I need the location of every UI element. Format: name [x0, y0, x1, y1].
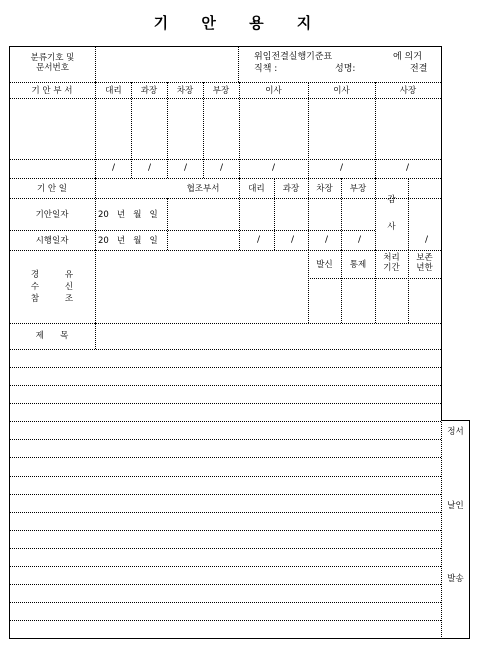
coop-role-gwajang: 과장 — [282, 184, 300, 194]
routing-label-1a: 경 — [30, 270, 40, 280]
role-isa-1: 이사 — [265, 86, 282, 96]
drafter-dept-label: 기 안 부 서 — [31, 86, 73, 96]
process-period-label: 처리 기간 — [383, 253, 400, 273]
audit-label-1: 감 — [387, 195, 396, 205]
sender-label: 발신 — [316, 260, 333, 270]
role-bujang: 부장 — [212, 86, 230, 96]
document-title: 기 안 용 지 — [153, 14, 326, 32]
exec-day-label: 시행일자 — [35, 236, 69, 246]
slash: / — [112, 163, 116, 173]
delegation-text: 위임전결실행기준표 — [254, 52, 333, 62]
role-gwajang: 과장 — [140, 86, 158, 96]
slash: / — [148, 163, 152, 173]
delegation-text-b: 에 의거 — [393, 52, 422, 62]
side-label-seal: 날인 — [447, 501, 464, 511]
routing-label-2b: 신 — [64, 282, 74, 292]
coop-role-bujang: 부장 — [349, 184, 367, 194]
role-sajang: 사장 — [399, 86, 417, 96]
slash: / — [406, 163, 410, 173]
coop-role-chajang: 차장 — [316, 184, 333, 194]
slash: / — [184, 163, 188, 173]
doc-class-label: 분류기호 및 문서번호 — [30, 53, 75, 73]
routing-label-2c: 조 — [64, 294, 74, 304]
slash: / — [340, 163, 344, 173]
draft-day-value[interactable]: 20 년 월 일 — [98, 210, 158, 220]
position-label: 직책 : — [254, 64, 278, 74]
name-label: 성명: — [335, 64, 356, 74]
draft-day-label: 기안일자 — [35, 210, 69, 220]
slash: / — [272, 163, 276, 173]
routing-label-1c: 참 — [30, 294, 40, 304]
role-chajang: 차장 — [176, 86, 194, 96]
retention-label: 보존 년한 — [416, 253, 433, 273]
final-approval-label: 전결 — [410, 64, 428, 74]
slash: / — [325, 235, 329, 245]
side-label-fair-copy: 정서 — [447, 427, 464, 437]
audit-label-2: 사 — [387, 222, 396, 232]
slash: / — [291, 235, 295, 245]
coop-dept-label: 협조부서 — [186, 184, 220, 194]
routing-label-2a: 유 — [64, 270, 74, 280]
role-daeri: 대리 — [105, 86, 122, 96]
side-label-dispatch: 발송 — [447, 574, 464, 584]
coop-role-daeri: 대리 — [248, 184, 265, 194]
role-isa-2: 이사 — [333, 86, 350, 96]
subject-label: 제 목 — [35, 331, 69, 341]
exec-day-value[interactable]: 20 년 월 일 — [98, 236, 158, 246]
routing-label-1b: 수 — [30, 282, 40, 292]
slash: / — [257, 235, 261, 245]
control-label: 통제 — [349, 260, 367, 270]
form-frame — [9, 46, 441, 639]
slash: / — [425, 235, 429, 245]
draft-date-label: 기 안 일 — [36, 184, 68, 194]
slash: / — [358, 235, 362, 245]
slash: / — [220, 163, 224, 173]
